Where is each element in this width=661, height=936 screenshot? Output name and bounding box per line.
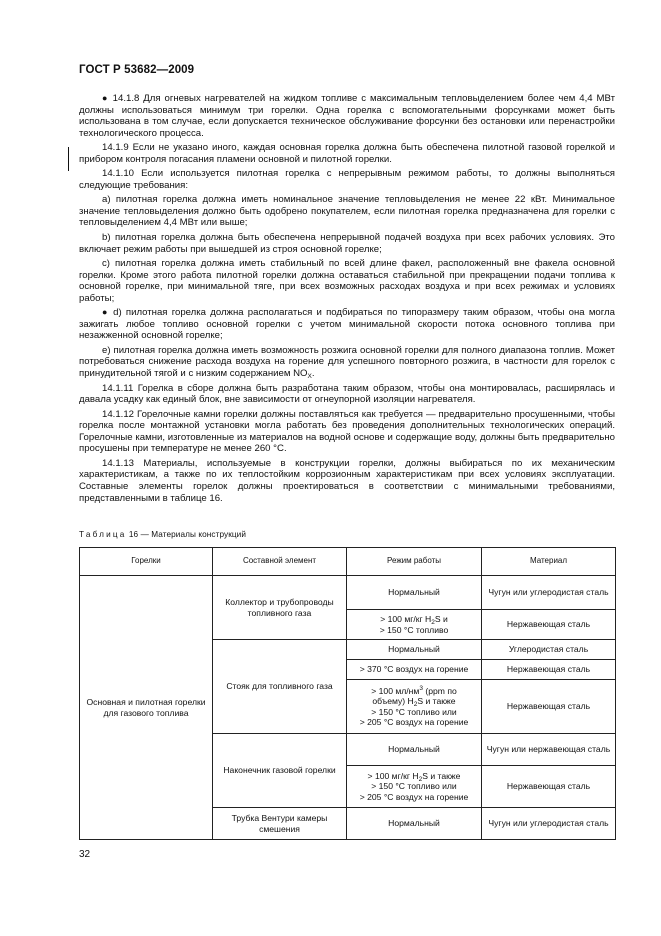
- table-row: [80, 576, 616, 610]
- table-caption: Таблица 16 — Материалы конструкций: [79, 530, 247, 539]
- revision-change-bar: [68, 147, 69, 171]
- component-cell: Трубка Вентури камеры смешения: [213, 808, 347, 840]
- paragraph-14-1-12: 14.1.12 Горелочные камни горелки должны поставляться как требуется — предварительно просушенными, чтобы горелка после монтажной установки могла работать без проведения дополнительных технологических операций. Горелочные камни, изготовленные из материалов на водной основе и содержащие воду, должны быть предварительно просушены при температуре не менее 260 °С.: [79, 408, 615, 455]
- component-cell: Коллектор и трубопроводы топливного газа: [213, 576, 347, 640]
- table-header-row: [80, 548, 616, 576]
- body-text: [79, 93, 615, 504]
- material-cell: Чугун или нержавеющая сталь: [482, 734, 616, 766]
- list-item-c: c) пилотная горелка должна иметь стабильный по всей длине факел, расположенный вне факела основной горелки. Кроме этого работа пилотной горелки должна оставаться стабильной при прекращении подачи топлива к основной горелке, при минимальной тяге, при всех возможных расходах воздуха и при всех режимах и условиях работы;: [79, 258, 615, 304]
- mode-cell: Нормальный: [347, 808, 482, 840]
- revision-bullet-icon: ●: [102, 307, 109, 318]
- materials-table: [79, 547, 616, 840]
- material-cell: Чугун или углеродистая сталь: [482, 808, 616, 840]
- revision-bullet-icon: ●: [102, 93, 109, 103]
- paragraph-14-1-9: 14.1.9 Если не указано иного, каждая основная горелка должна быть обеспечена пилотной газовой горелкой и прибором контроля погасания пламени основной и пилотной горелки.: [79, 142, 615, 165]
- component-cell: Наконечник газовой горелки: [213, 734, 347, 808]
- material-cell: Нержавеющая сталь: [482, 680, 616, 734]
- material-cell: Нержавеющая сталь: [482, 660, 616, 680]
- paragraph-14-1-8: ● 14.1.8 Для огневых нагревателей на жидком топливе с максимальным тепловыделением более чем 4,4 МВт должны использоваться минимум три горелки. Одна горелка с вспомогательными форсунками может быть использована в том случае, если допускается техническое обслуживание форсунки без остановки или перенастройки технологического процесса.: [79, 93, 616, 139]
- page-number: 32: [79, 849, 91, 860]
- paragraph-14-1-11: 14.1.11 Горелка в сборе должна быть разработана таким образом, чтобы она монтировалась, расширялась и давала усадку как единый блок, вне зависимости от огнеупорной изоляции нагревателя.: [79, 382, 615, 406]
- paragraph-14-1-10: 14.1.10 Если используется пилотная горелка с непрерывным режимом работы, то должны выполняться следующие требования:: [79, 168, 615, 191]
- material-cell: Нержавеющая сталь: [482, 610, 616, 640]
- mode-cell: Нормальный: [347, 640, 482, 660]
- mode-cell: > 370 °С воздух на горение: [347, 660, 482, 680]
- material-cell: Чугун или углеродистая сталь: [482, 576, 616, 610]
- burner-type-cell: Основная и пилотная горелки для газового топлива: [80, 576, 213, 840]
- list-item-b: b) пилотная горелка должна быть обеспечена непрерывной подачей воздуха при всех рабочих условиях. Это включает режим работы при вышедшей из строя основной горелке;: [79, 232, 615, 255]
- header-material: Материал: [482, 548, 616, 576]
- mode-cell: > 100 $мл/нм^3$ (ppm по объему) $H_2S$ и также > 150 °С топливо или > 205 °С воздух на горение: [347, 680, 482, 734]
- material-cell: Нержавеющая сталь: [482, 766, 616, 808]
- header-component: Составной элемент: [213, 548, 347, 576]
- document-code: ГОСТ Р 53682—2009: [79, 64, 195, 76]
- mode-cell: Нормальный: [347, 734, 482, 766]
- header-mode: Режим работы: [347, 548, 482, 576]
- list-item-a: a) пилотная горелка должна иметь номинальное значение тепловыделения не менее 22 кВт. Минимальное значение тепловыделения должно быть одобрено покупателем, если пилотная горелка предназначена для горелки с тепловыделением 4,4 МВт или выше;: [79, 194, 615, 229]
- paragraph-14-1-13: 14.1.13 Материалы, используемые в конструкции горелки, должны выбираться по их механическим характеристикам, а также по их теплостойким коррозионным характеристикам при всех условиях эксплуатации. Составные элементы горелок должны проектироваться в соответствии с минимальными требованиями, представленными в таблице 16.: [79, 457, 615, 504]
- mode-cell: > 100 мг/кг $H_2S$ и > 150 °С топливо: [347, 610, 482, 640]
- list-item-e: e) пилотная горелка должна иметь возможность розжига основной горелки для полного диапазона топлив. Может потребоваться снижение расхода воздуха на горение для успешного повторного розжига, в частности для горелок с принудительной тягой и с низким содержанием $NO_X$.: [79, 344, 615, 381]
- component-cell: Стояк для топливного газа: [213, 640, 347, 734]
- mode-cell: > 100 мг/кг $H_2S$ и также > 150 °С топливо или > 205 °С воздух на горение: [347, 766, 482, 808]
- header-burners: Горелки: [80, 548, 213, 576]
- list-item-d: ● d) пилотная горелка должна располагаться и подбираться по типоразмеру таким образом, чтобы она могла зажигать любое топливо основной горелки с учетом минимальной скорости потока основного топлива при незажженной основной горелке;: [79, 307, 615, 342]
- material-cell: Углеродистая сталь: [482, 640, 616, 660]
- mode-cell: Нормальный: [347, 576, 482, 610]
